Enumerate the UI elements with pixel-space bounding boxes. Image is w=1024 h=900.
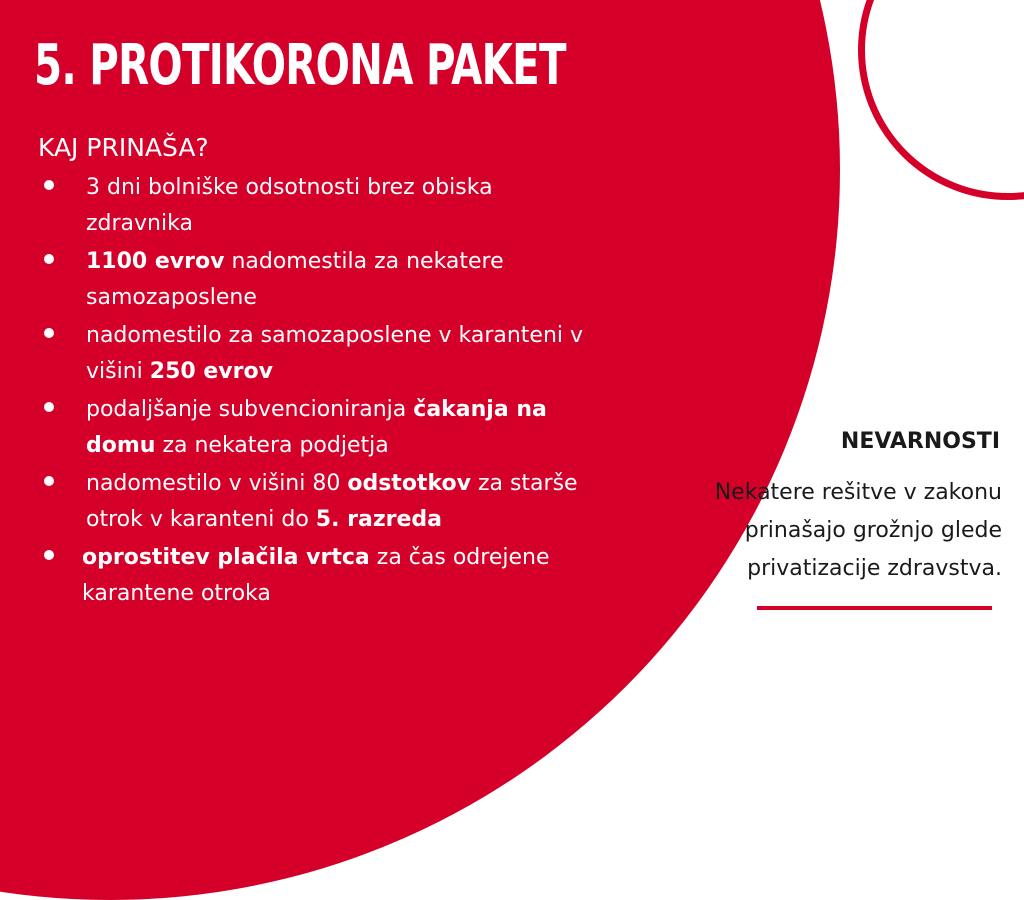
item-text: 3 dni bolniške odsotnosti brez obiska zdravnika [86, 175, 493, 236]
bullet-icon [44, 254, 54, 264]
accent-divider [757, 606, 992, 610]
list-item [30, 540, 590, 612]
item-text: nadomestilo v višini 80 [86, 471, 348, 496]
bullet-icon [44, 402, 54, 412]
item-text: za čas odrejene karantene otroka [82, 545, 550, 606]
item-bold-text: oprostitev plačila vrtca [82, 545, 370, 570]
danger-text: Nekatere rešitve v zakonu prinašajo grožnjo glede privatizacije zdravstva. [714, 480, 1002, 581]
page-title: 5. PROTIKORONA PAKET [34, 33, 566, 98]
bullet-icon [44, 550, 54, 560]
item-text: nadomestilo za samozaposlene v karanteni v višini [86, 323, 584, 384]
list-item [30, 170, 590, 242]
item-bold-end: 5. razreda [315, 507, 442, 532]
item-bold-text: 1100 evrov [86, 249, 225, 274]
item-bold-text: odstotkov [347, 471, 471, 496]
list-item [30, 244, 590, 316]
item-bold-text: 250 evrov [149, 359, 273, 384]
list-item [30, 318, 590, 390]
item-text: podaljšanje subvencioniranja [86, 397, 414, 422]
decorative-ring [858, 0, 1024, 200]
item-text: nadomestila za nekatere samozaposlene [86, 249, 504, 310]
danger-heading: NEVARNOSTI [840, 429, 1000, 454]
list-item [30, 392, 590, 464]
item-bold-text: čakanja na domu [86, 397, 547, 458]
list-item [30, 466, 590, 538]
bullet-icon [44, 476, 54, 486]
item-text-after: za starše otrok v karanteni do [86, 471, 578, 532]
item-text-after: za nekatera podjetja [155, 433, 389, 458]
benefits-list [30, 170, 590, 614]
bullet-icon [44, 328, 54, 338]
bullet-icon [44, 180, 54, 190]
section-question: KAJ PRINAŠA? [38, 133, 209, 162]
